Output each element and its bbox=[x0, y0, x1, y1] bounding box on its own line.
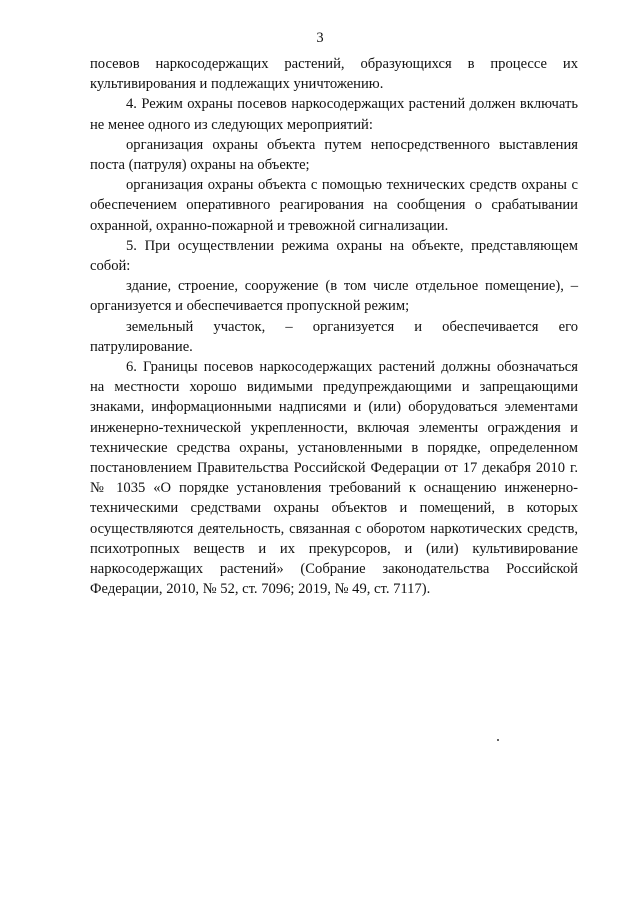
scan-speck bbox=[497, 739, 499, 741]
paragraph-item-4-option-1: организация охраны объекта путем непосредственного выставления поста (патруля) охраны на объекте; bbox=[90, 136, 578, 174]
paragraph-item-4-option-2: организация охраны объекта с помощью технических средств охраны с обеспечением оперативного реагирования на сообщения о срабатывании охранной, охранно-пожарной и тревожной сигнализации. bbox=[90, 177, 578, 234]
paragraph-item-5: 5. При осуществлении режима охраны на объекте, представляющем собой: bbox=[90, 237, 578, 275]
document-body bbox=[90, 54, 578, 599]
paragraph-continuation: посевов наркосодержащих растений, образующихся в процессе их культивирования и подлежащих уничтожению. bbox=[90, 56, 578, 93]
paragraph-item-5-option-2: земельный участок, – организуется и обеспечивается его патрулирование. bbox=[90, 318, 578, 355]
paragraph-item-6: 6. Границы посевов наркосодержащих растений должны обозначаться на местности хорошо видимыми предупреждающими и запрещающими знаками, информационными надписями и (или) оборудоваться элементами инженерно-технической укрепленности, включая элементы ограждения и технические средства охраны, установленными в порядке, определенном постановлением Правительства Российской Федерации от 17 декабря 2010 г. № 1035 «О порядке установления требований к оснащению инженерно-техническими средствами охраны объектов и помещений, в которых осуществляются деятельность, связанная с оборотом наркотических средств, психотропных веществ и их прекурсоров, и (или) культивирование наркосодержащих растений» (Собрание законодательства Российской Федерации, 2010, № 52, ст. 7096; 2019, № 49, ст. 7117). bbox=[90, 359, 578, 598]
page-number: 3 bbox=[316, 30, 324, 46]
paragraph-item-4: 4. Режим охраны посевов наркосодержащих растений должен включать не менее одного из следующих мероприятий: bbox=[90, 96, 578, 133]
paragraph-item-5-option-1: здание, строение, сооружение (в том числе отдельное помещение), – организуется и обеспечивается пропускной режим; bbox=[90, 278, 578, 315]
